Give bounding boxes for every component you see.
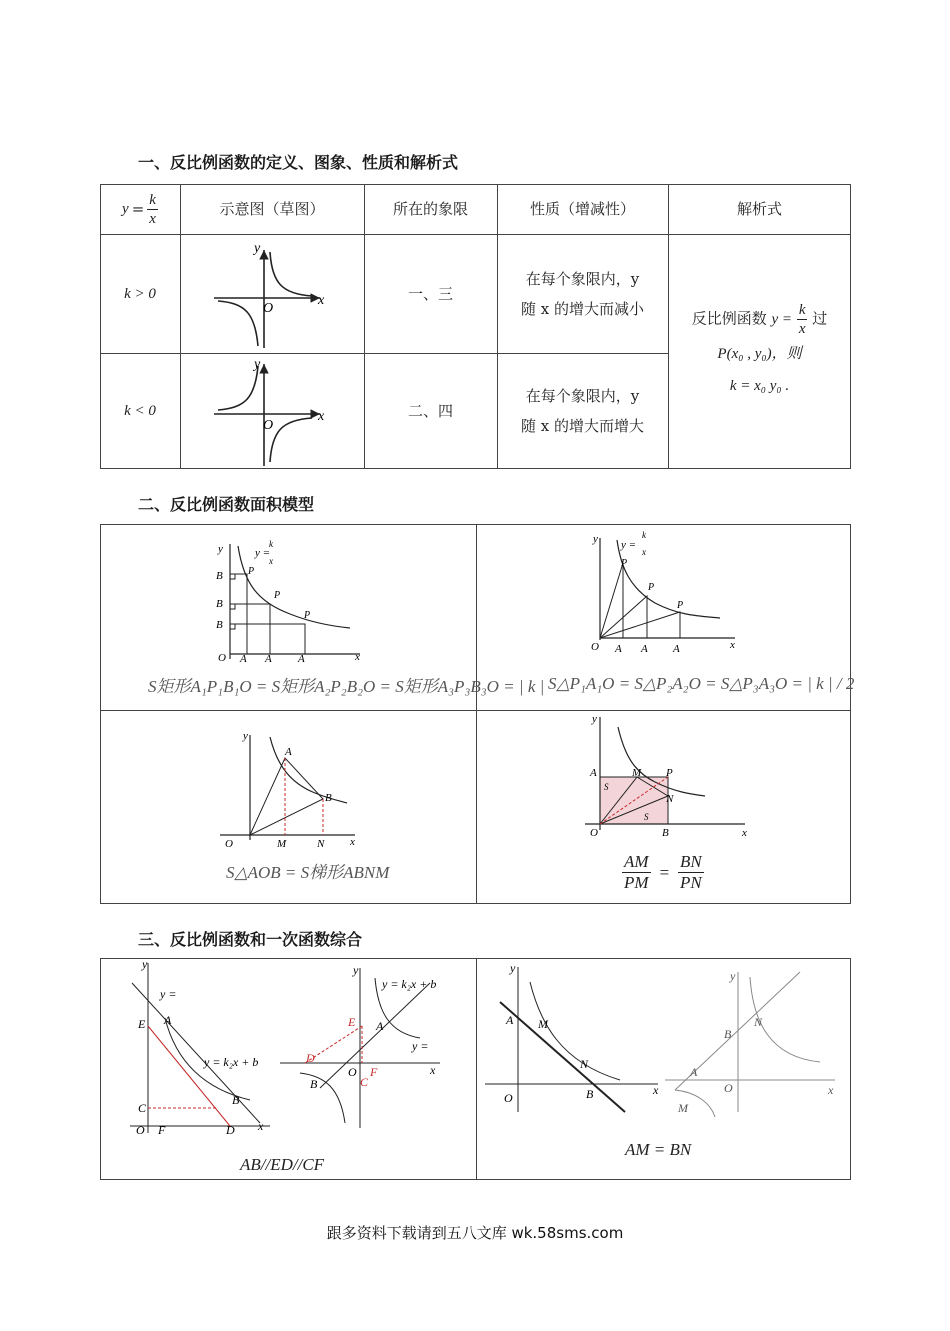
svg-text:F: F: [158, 1123, 166, 1137]
svg-text:A: A: [673, 643, 680, 655]
svg-text:O: O: [590, 827, 598, 839]
svg-text:O: O: [218, 652, 226, 664]
svg-text:M: M: [277, 838, 287, 850]
row1-property-line2: 随 x 的增大而减小: [521, 299, 644, 318]
axis-x-label: x: [318, 409, 325, 424]
svg-text:k: k: [642, 530, 646, 540]
axis-y-label: y: [254, 241, 261, 256]
trapezoid-area-formula: S△AOB = S梯形ABNM: [226, 863, 390, 882]
header-func-eq: =: [131, 200, 145, 218]
svg-text:y = k₂x + b: y = k₂x + b: [204, 1055, 259, 1069]
row2-quadrant: 二、四: [407, 402, 453, 420]
svg-text:x: x: [642, 547, 646, 557]
ratio-den-right: PN: [680, 873, 702, 892]
svg-text:N: N: [580, 1057, 589, 1071]
svg-text:N: N: [317, 838, 325, 850]
svg-text:A: A: [265, 653, 272, 665]
header-property: 性质（增减性）: [529, 200, 635, 218]
svg-text:D: D: [226, 1123, 235, 1137]
svg-text:P: P: [248, 566, 255, 577]
svg-text:y: y: [510, 962, 516, 975]
svg-text:N: N: [754, 1015, 763, 1029]
row2-property: [497, 353, 668, 469]
svg-text:A: A: [240, 653, 247, 665]
row1-condition: k > 0: [124, 285, 156, 302]
svg-text:O: O: [225, 838, 233, 850]
rect-area-formula: S矩形A₁P₁B₁O = S矩形A₂P₂B₂O = S矩形A₃P₃B₃O = | k |: [148, 677, 545, 696]
svg-text:y: y: [592, 713, 597, 725]
svg-text:O: O: [724, 1081, 733, 1095]
header-func-y: y: [122, 201, 129, 217]
formula-num: k: [798, 302, 806, 318]
footer: 跟多资料下载请到五八文库 wk.58sms.com: [326, 1224, 624, 1242]
frac-num: k: [149, 191, 156, 208]
svg-text:P: P: [666, 767, 673, 779]
svg-text:A: A: [164, 1013, 172, 1027]
svg-text:O: O: [136, 1123, 145, 1137]
svg-text:y =: y =: [621, 539, 637, 551]
svg-text:P: P: [677, 600, 684, 611]
parallel-caption: AB//ED//CF: [240, 1155, 325, 1174]
svg-text:A: A: [298, 653, 305, 665]
svg-text:N: N: [666, 793, 674, 805]
svg-text:y: y: [142, 958, 148, 971]
svg-text:B: B: [724, 1027, 732, 1041]
rect-area-diagram: [210, 534, 370, 669]
ratio-den-left: PM: [624, 873, 649, 892]
section-2-heading: 二、反比例函数面积模型: [138, 495, 315, 514]
svg-text:P: P: [648, 582, 655, 593]
svg-text:x: x: [258, 1119, 264, 1133]
svg-text:C: C: [138, 1101, 147, 1115]
svg-text:x: x: [730, 639, 735, 651]
row2-property-line1: 在每个象限内，y: [525, 387, 640, 405]
sketch-k-positive: [200, 238, 340, 350]
row1-quadrant: 一、三: [407, 284, 453, 303]
svg-text:B: B: [662, 827, 669, 839]
svg-text:O: O: [348, 1065, 357, 1079]
svg-text:F: F: [370, 1065, 378, 1079]
svg-text:M: M: [538, 1017, 548, 1031]
header-function: [100, 184, 180, 234]
parallel-lines-diagram: [120, 958, 470, 1138]
axis-y-label: y: [254, 357, 261, 372]
svg-text:y: y: [593, 533, 598, 545]
svg-text:B: B: [216, 598, 223, 610]
svg-text:x: x: [742, 827, 747, 839]
formula-fraction: [797, 301, 808, 338]
svg-text:y: y: [730, 969, 736, 983]
svg-text:A: A: [615, 643, 622, 655]
svg-text:y =: y =: [255, 547, 271, 559]
svg-text:B: B: [586, 1087, 594, 1101]
sketch-k-negative: [200, 356, 340, 468]
header-sketch: 示意图（草图）: [219, 200, 325, 218]
svg-text:B: B: [310, 1077, 318, 1091]
svg-text:A: A: [376, 1019, 384, 1033]
svg-text:B: B: [325, 792, 332, 804]
svg-text:x: x: [430, 1063, 436, 1077]
header-quadrant: 所在的象限: [392, 200, 468, 218]
row1-property: [497, 234, 668, 353]
ratio-num-right: BN: [680, 852, 702, 871]
frac-den: x: [149, 210, 156, 227]
formula-suffix: 过: [812, 309, 828, 328]
svg-text:M: M: [678, 1101, 688, 1115]
formula-line3: k = x₀ y₀ .: [729, 378, 790, 394]
axis-x-label: x: [318, 293, 325, 308]
ratio-formula: [622, 852, 704, 893]
row2-condition: k < 0: [124, 403, 156, 419]
header-formula: 解析式: [736, 200, 782, 218]
ratio-eq: =: [658, 862, 671, 882]
svg-text:B: B: [216, 619, 223, 631]
svg-text:P: P: [274, 590, 281, 601]
triangle-area-formula: S△P₁A₁O = S△P₂A₂O = S△P₃A₃O = | k | / 2: [548, 674, 855, 693]
svg-text:y = k₂x + b: y = k₂x + b: [382, 977, 437, 991]
svg-text:P: P: [304, 610, 311, 621]
svg-text:S: S: [644, 812, 649, 822]
section-3-heading: 三、反比例函数和一次函数综合: [138, 930, 363, 949]
svg-text:y: y: [353, 963, 359, 977]
svg-text:C: C: [360, 1075, 369, 1089]
svg-text:D: D: [306, 1051, 315, 1065]
svg-text:E: E: [348, 1015, 356, 1029]
svg-text:y: y: [243, 730, 248, 742]
row2-property-line2: 随 x 的增大而增大: [521, 417, 644, 435]
row1-property-line1: 在每个象限内，y: [525, 269, 640, 288]
equal-segments-caption: AM = BN: [625, 1140, 692, 1159]
svg-text:k: k: [269, 539, 273, 549]
svg-text:y =: y =: [412, 1039, 429, 1053]
ratio-num-left: AM: [624, 852, 649, 871]
ratio-area-diagram: [580, 712, 755, 842]
svg-text:x: x: [355, 651, 360, 663]
svg-text:A: A: [285, 746, 292, 758]
svg-text:x: x: [350, 836, 355, 848]
svg-text:S: S: [604, 782, 609, 792]
svg-text:O: O: [504, 1091, 513, 1105]
svg-text:B: B: [232, 1093, 240, 1107]
svg-text:A: A: [641, 643, 648, 655]
origin-label: O: [263, 301, 274, 316]
svg-text:O: O: [591, 641, 599, 653]
formula-line2: P(x₀ , y₀)，则: [717, 346, 802, 362]
section-1-heading: 一、反比例函数的定义、图象、性质和解析式: [138, 153, 459, 172]
header-fraction: [147, 191, 158, 228]
svg-text:B: B: [216, 570, 223, 582]
svg-text:A: A: [590, 767, 597, 779]
origin-label: O: [263, 418, 274, 433]
svg-text:A: A: [690, 1065, 698, 1079]
formula-y: y =: [771, 311, 793, 328]
formula-cell: [668, 234, 851, 469]
svg-text:M: M: [632, 767, 642, 779]
triangle-area-diagram: [585, 528, 745, 658]
svg-text:x: x: [653, 1083, 659, 1097]
svg-text:y =: y =: [160, 987, 177, 1001]
formula-prefix: 反比例函数: [691, 309, 767, 328]
svg-text:P: P: [621, 558, 628, 569]
svg-text:E: E: [138, 1017, 146, 1031]
svg-text:y: y: [218, 543, 223, 555]
equal-segments-diagram: [480, 962, 840, 1122]
svg-text:x: x: [828, 1083, 834, 1097]
trapezoid-area-diagram: [215, 725, 365, 850]
svg-text:x: x: [269, 556, 273, 566]
formula-den: x: [798, 321, 806, 337]
svg-text:A: A: [506, 1013, 514, 1027]
